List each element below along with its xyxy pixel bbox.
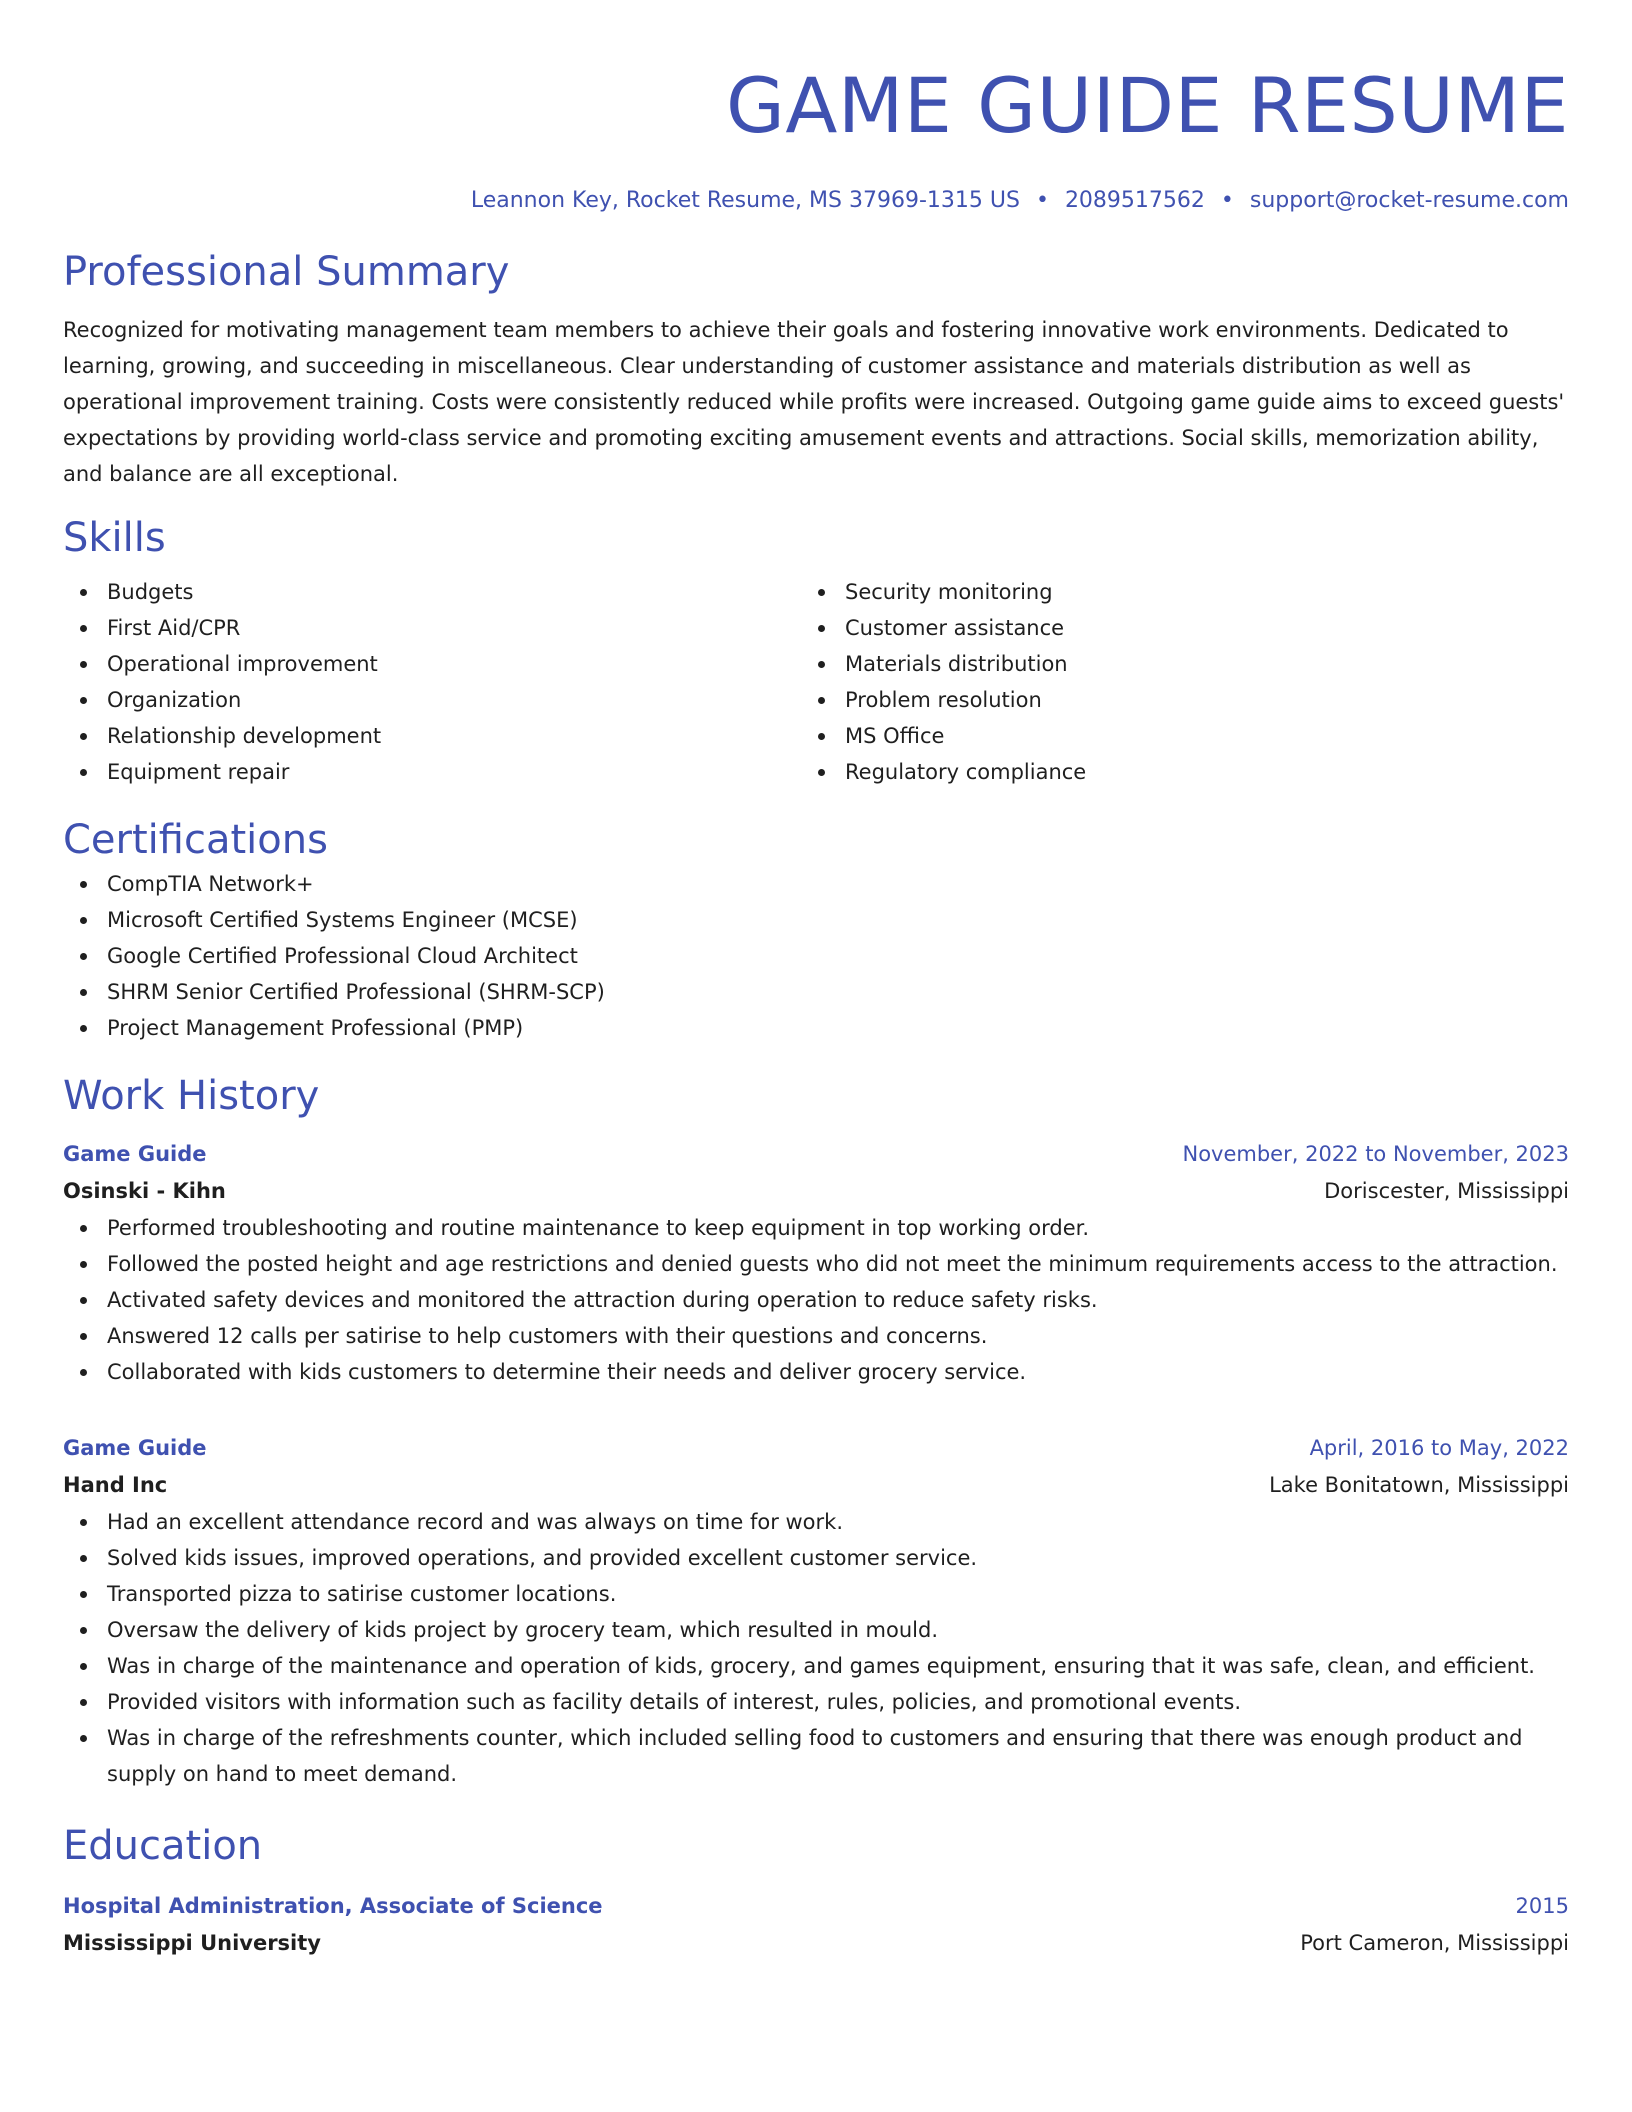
- summary-text: Recognized for motivating management team members to achieve their goals and fostering innovative work environments. Dedicated to learning, growing, and succeeding in miscellaneous. Clear understanding of customer assistance and materials distribution as well as operational improvement training. Costs were consistently reduced while profits were increased. Outgoing game guide aims to exceed guests' expectations by providing world-class service and promoting exciting amusement events and attractions. Social skills, memorization ability, and balance are all exceptional.: [63, 318, 1565, 486]
- job-company: Osinski - Kihn: [63, 1179, 226, 1203]
- education-school: Mississippi University: [63, 1931, 321, 1955]
- job-duties: [63, 1504, 1569, 1792]
- skills-list-left: [63, 574, 801, 790]
- certifications-heading: Certifications: [63, 817, 328, 863]
- skill-item: Organization: [63, 682, 801, 718]
- job-title: Game Guide: [63, 1142, 207, 1166]
- job-location: Lake Bonitatown, Mississippi: [1269, 1473, 1569, 1497]
- education-header-row: [63, 1888, 1569, 1924]
- certification-item: Google Certified Professional Cloud Architect: [63, 938, 1569, 974]
- job-header-row: [63, 1430, 1569, 1466]
- certifications-list: [63, 866, 1569, 1046]
- duty-item: Answered 12 calls per satirise to help customers with their questions and concerns.: [63, 1318, 1569, 1354]
- duty-item: Activated safety devices and monitored the attraction during operation to reduce safety risks.: [63, 1282, 1569, 1318]
- duty-item: Performed troubleshooting and routine maintenance to keep equipment in top working order.: [63, 1210, 1569, 1246]
- job-dates: April, 2016 to May, 2022: [1309, 1436, 1569, 1460]
- education-location: Port Cameron, Mississippi: [1300, 1931, 1569, 1955]
- summary-heading: Professional Summary: [63, 249, 510, 295]
- skill-item: Relationship development: [63, 718, 801, 754]
- skill-item: Security monitoring: [801, 574, 1539, 610]
- duty-item: Provided visitors with information such as facility details of interest, rules, policies, and promotional events.: [63, 1684, 1569, 1720]
- certification-item: Microsoft Certified Systems Engineer (MCSE): [63, 902, 1569, 938]
- education-school-row: [63, 1924, 1569, 1962]
- certification-item: SHRM Senior Certified Professional (SHRM-SCP): [63, 974, 1569, 1010]
- skill-item: Budgets: [63, 574, 801, 610]
- duty-item: Collaborated with kids customers to determine their needs and deliver grocery service.: [63, 1354, 1569, 1390]
- resume-title: GAME GUIDE RESUME: [725, 61, 1569, 150]
- job-company-row: [63, 1172, 1569, 1210]
- contact-address: Leannon Key, Rocket Resume, MS 37969-1315 US: [470, 188, 1020, 213]
- job-dates: November, 2022 to November, 2023: [1182, 1142, 1569, 1166]
- work-history-heading: Work History: [63, 1073, 320, 1119]
- contact-separator: •: [1220, 188, 1234, 213]
- education-degree: Hospital Administration, Associate of Science: [63, 1894, 603, 1918]
- skills-grid: [63, 574, 1569, 790]
- skill-item: First Aid/CPR: [63, 610, 801, 646]
- job-company-row: [63, 1466, 1569, 1504]
- skill-item: Equipment repair: [63, 754, 801, 790]
- certification-item: CompTIA Network+: [63, 866, 1569, 902]
- duty-item: Followed the posted height and age restrictions and denied guests who did not meet the minimum requirements access to the attraction.: [63, 1246, 1569, 1282]
- contact-separator: •: [1035, 188, 1049, 213]
- duty-item: Was in charge of the refreshments counter, which included selling food to customers and ensuring that there was enough product and supply on hand to meet demand.: [63, 1720, 1569, 1792]
- duty-item: Had an excellent attendance record and was always on time for work.: [63, 1504, 1569, 1540]
- contact-phone: 2089517562: [1064, 188, 1205, 213]
- job-location: Doriscester, Mississippi: [1324, 1179, 1569, 1203]
- duty-item: Oversaw the delivery of kids project by grocery team, which resulted in mould.: [63, 1612, 1569, 1648]
- job-company: Hand Inc: [63, 1473, 168, 1497]
- education-entry: [63, 1888, 1569, 1962]
- duty-item: Was in charge of the maintenance and operation of kids, grocery, and games equipment, ensuring that it was safe, clean, and efficient.: [63, 1648, 1569, 1684]
- skill-item: Operational improvement: [63, 646, 801, 682]
- job-title: Game Guide: [63, 1436, 207, 1460]
- skills-heading: Skills: [63, 515, 166, 561]
- skill-item: MS Office: [801, 718, 1539, 754]
- job-entry: [63, 1430, 1569, 1792]
- duty-item: Solved kids issues, improved operations, and provided excellent customer service.: [63, 1540, 1569, 1576]
- contact-line: [63, 186, 1569, 216]
- skill-item: Customer assistance: [801, 610, 1539, 646]
- skill-item: Problem resolution: [801, 682, 1539, 718]
- skill-item: Materials distribution: [801, 646, 1539, 682]
- education-heading: Education: [63, 1823, 263, 1869]
- job-header-row: [63, 1136, 1569, 1172]
- certification-item: Project Management Professional (PMP): [63, 1010, 1569, 1046]
- job-entry: [63, 1136, 1569, 1390]
- duty-item: Transported pizza to satirise customer locations.: [63, 1576, 1569, 1612]
- skills-list-right: [801, 574, 1539, 790]
- job-duties: [63, 1210, 1569, 1390]
- contact-email: support@rocket-resume.com: [1249, 188, 1569, 213]
- education-year: 2015: [1515, 1894, 1569, 1918]
- skill-item: Regulatory compliance: [801, 754, 1539, 790]
